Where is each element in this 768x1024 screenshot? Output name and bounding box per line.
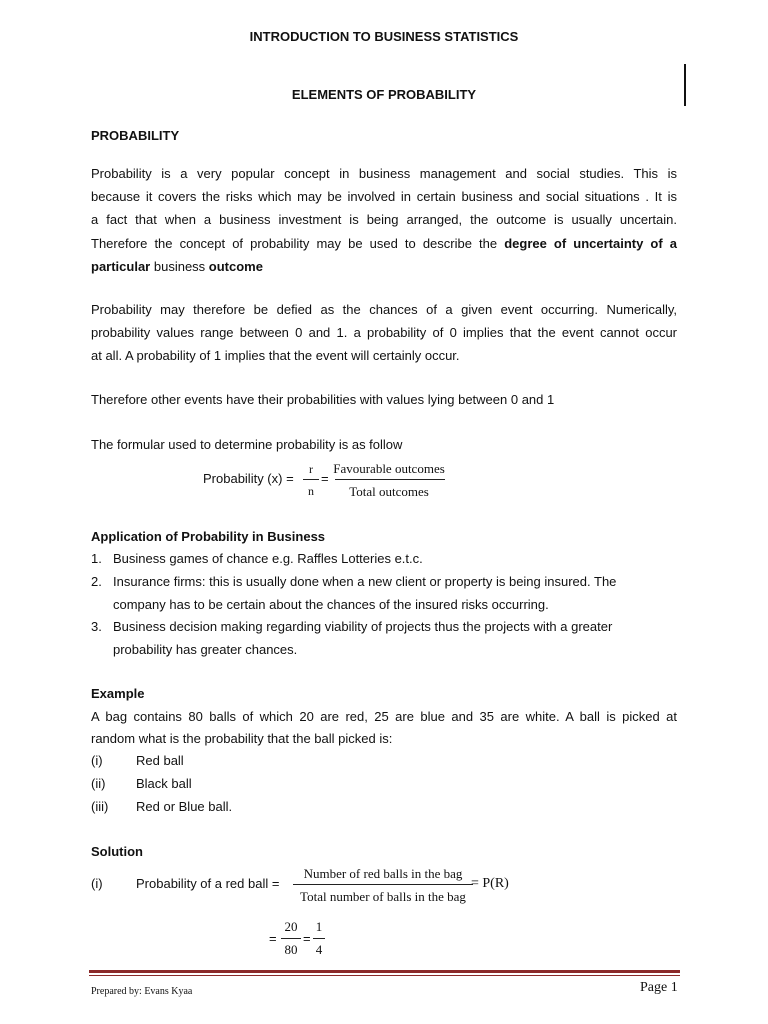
step-denominator: 80 [284, 942, 298, 957]
formula-equals: = [321, 471, 329, 486]
fraction-bar [303, 479, 319, 480]
example-line: random what is the probability that the ball picked is: [91, 731, 393, 746]
paragraph-line: Probability is a very popular concept in business management and social studies. This is [91, 166, 677, 181]
list-item: probability has greater chances. [113, 642, 298, 657]
list-item: Insurance firms: this is usually done when a new client or property is being insured. The [113, 574, 617, 589]
course-title: INTRODUCTION TO BUSINESS STATISTICS [249, 29, 519, 44]
text-cursor [684, 64, 686, 106]
list-item: Business games of chance e.g. Raffles Lotteries e.t.c. [113, 551, 423, 566]
list-number: 3. [91, 619, 102, 634]
step-numerator: 20 [284, 919, 298, 934]
example-item-number: (ii) [91, 776, 106, 791]
formula-denominator-total: Total outcomes [349, 484, 429, 499]
example-item: Red ball [136, 753, 184, 768]
solution-heading: Solution [91, 844, 143, 859]
paragraph-line: Probability may therefore be defied as the chances of a given event occurring. Numerically, [91, 302, 677, 317]
prepared-by: Prepared by: Evans Kyaa [91, 986, 193, 997]
list-item: company has to be certain about the chances of the insured risks occurring. [113, 597, 549, 612]
footer-rule [89, 970, 680, 973]
solution-item-number: (i) [91, 876, 103, 891]
list-item: Business decision making regarding viability of projects thus the projects with a greater [113, 619, 613, 634]
section-title: ELEMENTS OF PROBABILITY [291, 87, 477, 102]
example-item: Black ball [136, 776, 192, 791]
paragraph-line: because it covers the risks which may be involved in certain business and social situations . It is [91, 189, 677, 204]
paragraph-line: probability values range between 0 and 1. a probability of 0 implies that the event cannot occur [91, 325, 677, 340]
formula-denominator-n: n [308, 484, 314, 498]
application-heading: Application of Probability in Business [91, 529, 326, 544]
example-line: A bag contains 80 balls of which 20 are red, 25 are blue and 35 are white. A ball is picked at [91, 709, 677, 724]
paragraph-line: Therefore other events have their probabilities with values lying between 0 and 1 [91, 392, 555, 407]
formula-numerator-r: r [309, 462, 313, 476]
example-item-number: (iii) [91, 799, 109, 814]
fraction-bar [335, 479, 445, 480]
fraction-bar [313, 938, 325, 939]
footer-rule-thin [89, 975, 680, 976]
solution-label: Probability of a red ball = [136, 876, 280, 891]
paragraph-line: The formular used to determine probability is as follow [91, 437, 403, 452]
paragraph-line: at all. A probability of 1 implies that the event will certainly occur. [91, 348, 460, 363]
step-equals: = [269, 931, 277, 946]
solution-denominator: Total number of balls in the bag [300, 889, 466, 904]
list-number: 1. [91, 551, 102, 566]
example-item: Red or Blue ball. [136, 799, 233, 814]
paragraph-line: particular business outcome [91, 259, 263, 274]
formula-numerator-favourable: Favourable outcomes [333, 461, 445, 476]
fraction-bar [281, 938, 301, 939]
step-equals: = [303, 931, 311, 946]
step-numerator: 1 [315, 919, 323, 934]
example-heading: Example [91, 686, 145, 701]
solution-numerator: Number of red balls in the bag [303, 866, 463, 881]
paragraph-line: a fact that when a business investment is being arranged, the outcome is usually uncertain. [91, 212, 677, 227]
formula-lhs: Probability (x) = [203, 471, 294, 486]
example-item-number: (i) [91, 753, 103, 768]
probability-heading: PROBABILITY [91, 128, 180, 143]
page-number: Page 1 [640, 980, 678, 995]
list-number: 2. [91, 574, 102, 589]
solution-rhs: = P(R) [471, 876, 509, 891]
paragraph-line: Therefore the concept of probability may be used to describe the degree of uncertainty of a [91, 236, 677, 251]
step-denominator: 4 [315, 942, 323, 957]
fraction-bar [293, 884, 473, 885]
